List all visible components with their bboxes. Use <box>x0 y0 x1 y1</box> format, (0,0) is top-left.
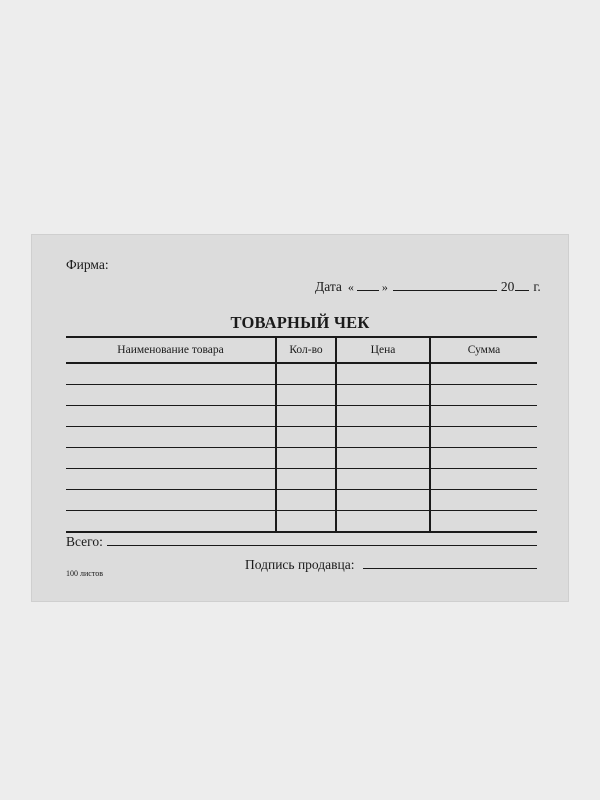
table-cell <box>66 427 276 448</box>
table-cell <box>336 427 430 448</box>
table-cell <box>336 490 430 511</box>
table-cell <box>66 490 276 511</box>
table-cell <box>66 448 276 469</box>
table-cell <box>430 363 537 385</box>
column-header-price: Цена <box>336 337 430 363</box>
date-line <box>315 279 541 295</box>
total-label: Всего: <box>66 534 103 549</box>
document-title: ТОВАРНЫЙ ЧЕК <box>230 313 370 332</box>
month-blank <box>393 279 497 291</box>
signature-line <box>245 557 537 573</box>
table-cell <box>66 363 276 385</box>
table-cell <box>430 385 537 406</box>
table-cell <box>276 448 336 469</box>
quote-open: « <box>347 280 354 294</box>
table-row <box>66 511 537 533</box>
items-table <box>66 336 537 533</box>
table-cell <box>66 511 276 533</box>
table-cell <box>276 427 336 448</box>
table-cell <box>336 363 430 385</box>
table-cell <box>336 511 430 533</box>
table-cell <box>276 511 336 533</box>
table-cell <box>336 448 430 469</box>
table-row <box>66 363 537 385</box>
table-row <box>66 448 537 469</box>
signature-label: Подпись продавца: <box>245 557 355 572</box>
table-cell <box>276 406 336 427</box>
total-blank <box>107 534 537 546</box>
column-header-item-name: Наименование товара <box>66 337 276 363</box>
day-blank <box>357 279 379 291</box>
year-prefix: 20 <box>500 279 515 294</box>
date-label: Дата <box>315 279 342 294</box>
table-row <box>66 406 537 427</box>
total-line <box>66 534 537 550</box>
firm-label: Фирма: <box>66 257 109 272</box>
table-cell <box>430 511 537 533</box>
receipt-form <box>31 234 569 602</box>
table-cell <box>66 385 276 406</box>
year-blank <box>515 279 529 291</box>
table-row <box>66 469 537 490</box>
signature-blank <box>363 557 538 569</box>
table-cell <box>66 406 276 427</box>
table-row <box>66 427 537 448</box>
table-cell <box>430 490 537 511</box>
table-cell <box>430 406 537 427</box>
sheet-count-note: 100 листов <box>66 569 103 578</box>
table-cell <box>430 469 537 490</box>
table-row <box>66 490 537 511</box>
table-cell <box>336 385 430 406</box>
table-cell <box>430 448 537 469</box>
column-header-sum: Сумма <box>430 337 537 363</box>
table-cell <box>276 490 336 511</box>
table-cell <box>66 469 276 490</box>
table-cell <box>430 427 537 448</box>
table-row <box>66 385 537 406</box>
table-header-row <box>66 337 537 363</box>
table-cell <box>276 363 336 385</box>
table-cell <box>276 469 336 490</box>
table-cell <box>276 385 336 406</box>
column-header-quantity: Кол-во <box>276 337 336 363</box>
table-cell <box>336 469 430 490</box>
year-suffix: г. <box>533 279 541 294</box>
table-cell <box>336 406 430 427</box>
quote-close: » <box>381 280 388 294</box>
